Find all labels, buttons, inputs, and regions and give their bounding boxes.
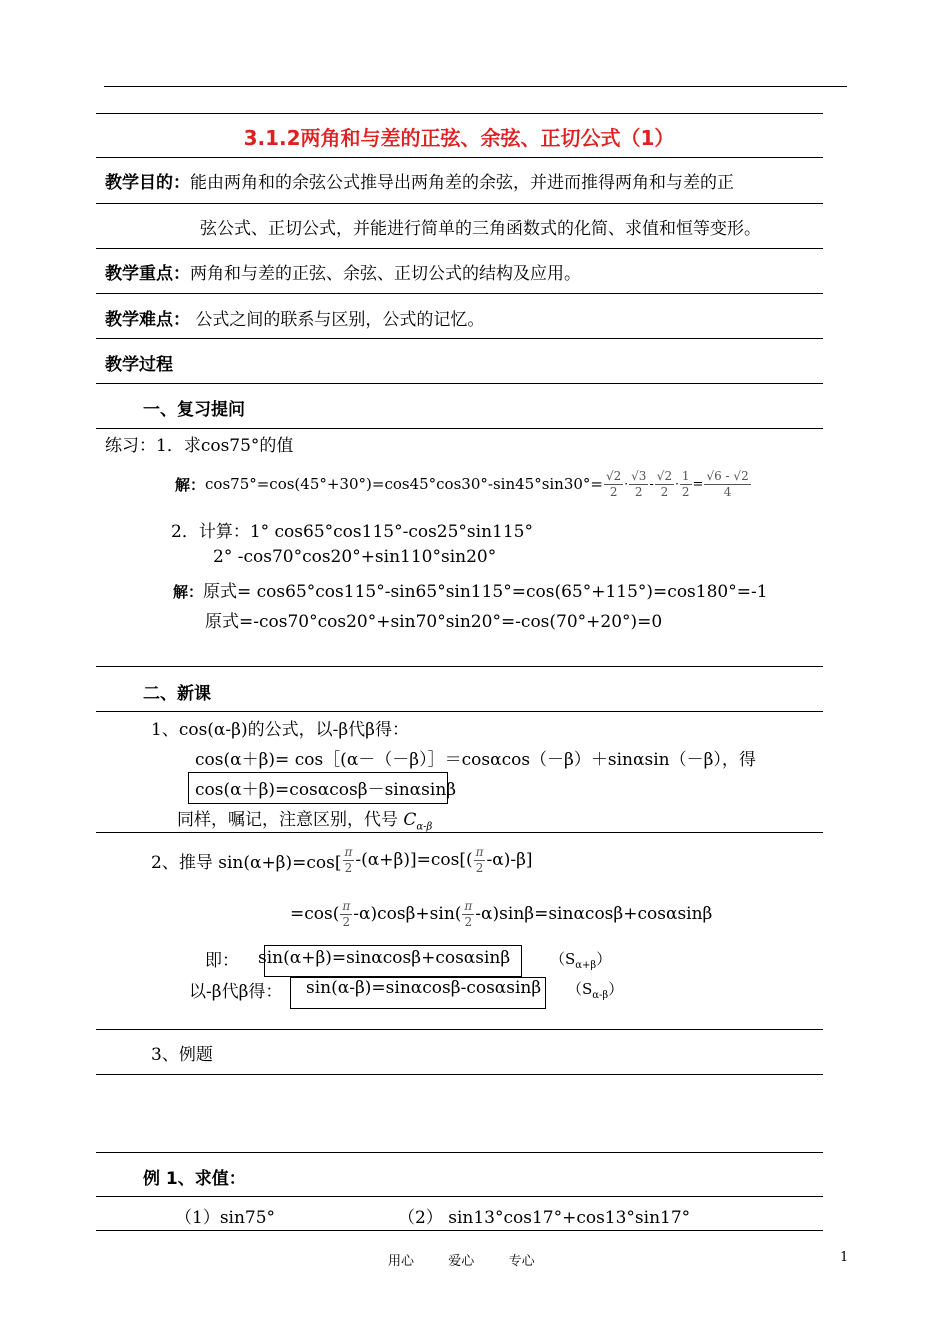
tag-sum: $(S_{\alpha+\beta})$ xyxy=(550,950,612,971)
fraction-pi-over-2: $\frac{\pi}{2}$ xyxy=(475,844,484,875)
code-c: C xyxy=(403,810,417,830)
item1-line2: cos(α＋β)= cos［(α－（－β）］＝cosαcos（－β）＋sinαsin（－β），得 xyxy=(195,750,756,770)
solution2-line1 xyxy=(173,577,768,602)
solution2-line2: 原式=-cos70°cos20°+sin70°sin20°=-cos(70°+20°)=0 xyxy=(205,612,663,632)
formula-cos-sum: cos(α＋β)=cosαcosβ－sinαsinβ xyxy=(195,780,457,800)
calc-line1: 2．计算：1° cos65°cos115°-cos25°sin115° xyxy=(171,522,533,542)
rule xyxy=(96,1029,823,1030)
ji-label: 即： xyxy=(205,951,239,971)
rule xyxy=(96,157,823,158)
item3: 3、例题 xyxy=(151,1045,213,1065)
rule xyxy=(96,711,823,712)
minus-sign: - xyxy=(649,476,654,492)
footer-motto-3: 专心 xyxy=(508,1254,535,1269)
rule xyxy=(96,383,823,384)
formula-sin-sum: sin(α+β)=sinαcosβ+cosαsinβ xyxy=(258,948,511,968)
section2-heading: 二、新课 xyxy=(143,684,211,704)
calc-line2: 2° -cos70°cos20°+sin110°sin20° xyxy=(213,547,497,567)
fraction-pi-over-2: $\frac{\pi}{2}$ xyxy=(464,898,473,929)
fraction: $\frac{√6 - √2}{4}$ xyxy=(706,468,749,499)
rule xyxy=(96,293,823,294)
formula-sin-diff: sin(α-β)=sinαcosβ-cosαsinβ xyxy=(306,978,542,998)
footer-motto-1: 用心 xyxy=(388,1254,415,1269)
fraction-pi-over-2: $\frac{\pi}{2}$ xyxy=(344,844,353,875)
page-header-rule xyxy=(104,86,847,87)
tag-diff: $(S_{\alpha-\beta})$ xyxy=(567,980,624,1001)
objective-label: 教学目的： xyxy=(105,173,190,193)
key-points xyxy=(105,259,581,284)
rule xyxy=(96,1152,823,1153)
sub-label: 以-β代β得： xyxy=(189,982,283,1002)
rule xyxy=(96,832,823,833)
rule xyxy=(96,428,823,429)
rule xyxy=(96,1196,823,1197)
document-title: 3.1.2两角和与差的正弦、余弦、正切公式（1） xyxy=(243,126,675,150)
rule xyxy=(96,1074,823,1075)
example1-q1: （1）sin75° xyxy=(175,1208,276,1228)
rule xyxy=(96,1230,823,1231)
difficulties-label: 教学难点： xyxy=(105,310,190,330)
rule xyxy=(96,248,823,249)
equals-sign: = xyxy=(692,476,704,492)
difficulties xyxy=(105,305,484,330)
fraction: $\frac{√2}{2}$ xyxy=(606,468,622,499)
example1-heading: 例 1、求值： xyxy=(143,1169,246,1189)
item1-note: 同样，嘱记，注意区别，代号 $C_{\alpha-\beta}$ xyxy=(177,810,433,833)
dot: · xyxy=(675,477,679,491)
objective-text1: 能由两角和的余弦公式推导出两角差的余弦，并进而推得两角和与差的正 xyxy=(190,173,734,193)
section1-heading: 一、复习提问 xyxy=(143,400,245,420)
objective-line2: 弦公式、正切公式，并能进行简单的三角函数式的化简、求值和恒等变形。 xyxy=(200,219,761,239)
solution-text: cos75°=cos(45°+30°)=cos45°cos30°-sin45°sin30°= xyxy=(205,475,603,493)
code-sub: α-β xyxy=(416,821,433,833)
footer-motto-2: 爱心 xyxy=(448,1254,475,1269)
rule xyxy=(96,338,823,339)
solution-line1 xyxy=(175,460,752,508)
footer-motto xyxy=(388,1250,535,1269)
key-points-text: 两角和与差的正弦、余弦、正切公式的结构及应用。 xyxy=(190,264,581,284)
process-label: 教学过程 xyxy=(105,355,173,375)
item1-line1: 1、cos(α-β)的公式，以-β代β得： xyxy=(151,720,410,740)
solution-label: 解： xyxy=(175,475,206,494)
dot: · xyxy=(624,477,629,491)
objective-line1 xyxy=(105,168,734,193)
page-number: 1 xyxy=(840,1250,849,1265)
example1-q2: （2） sin13°cos17°+cos13°sin17° xyxy=(398,1208,691,1228)
fraction-pi-over-2: $\frac{\pi}{2}$ xyxy=(342,898,351,929)
item2-line2: =cos( $\frac{\pi}{2}$ -α)cosβ+sin( $\frac{\pi}{2}$ -α)sinβ=sinαcosβ+cosαsinβ xyxy=(290,898,713,929)
fraction: $\frac{√3}{2}$ xyxy=(631,468,647,499)
item2-line1: 2、推导 sin(α+β)=cos[ $\frac{\pi}{2}$ -(α+β)]=cos[( $\frac{\pi}{2}$ -α)-β] xyxy=(151,844,533,875)
solution2-text1: 原式= cos65°cos115°-sin65°sin115°=cos(65°+115°)=cos180°=-1 xyxy=(203,582,768,602)
fraction: $\frac{1}{2}$ xyxy=(681,468,690,499)
difficulties-text: 公式之间的联系与区别，公式的记忆。 xyxy=(190,310,485,330)
solution2-label: 解： xyxy=(173,583,204,601)
fraction: $\frac{√2}{2}$ xyxy=(656,468,673,499)
rule xyxy=(96,203,823,204)
rule xyxy=(96,113,823,114)
exercise-label: 练习：1．求cos75°的值 xyxy=(105,436,294,456)
rule xyxy=(96,666,823,667)
key-points-label: 教学重点： xyxy=(105,264,190,284)
